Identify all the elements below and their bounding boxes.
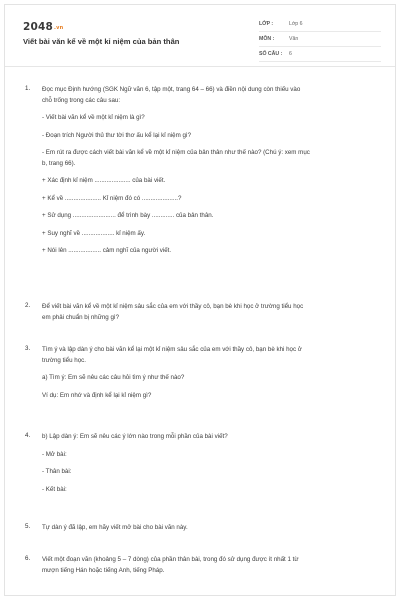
sub-line: + Sử dụng ......................... để trình bày ............. của bản thân. bbox=[42, 212, 214, 219]
worksheet bbox=[4, 4, 396, 596]
question-number: 5. bbox=[25, 523, 31, 530]
question-text: Viết một đoạn văn (khoảng 5 – 7 dòng) của phần thân bài, trong đó sử dụng được ít nhất 1 từ bbox=[42, 556, 299, 563]
question-text: trường tiểu học. bbox=[42, 356, 86, 364]
meta-value: Lớp 6 bbox=[289, 21, 303, 27]
meta-info bbox=[259, 17, 381, 62]
question-text: mượn tiếng Hán hoặc tiếng Anh, tiếng Pháp. bbox=[42, 566, 165, 574]
question-body bbox=[42, 85, 383, 257]
question-text: b) Lập dàn ý: Em sẽ nêu các ý lớn nào trong mỗi phần của bài viết? bbox=[42, 433, 228, 440]
meta-value: 6 bbox=[289, 51, 292, 57]
question-number: 3. bbox=[25, 345, 31, 352]
question-body bbox=[42, 555, 383, 576]
logo-tld: .vn bbox=[54, 25, 64, 31]
sub-line: a) Tìm ý: Em sẽ nêu các câu hỏi tìm ý như thế nào? bbox=[42, 374, 185, 381]
meta-key: SỐ CÂU : bbox=[259, 51, 283, 57]
sub-line: - Mở bài: bbox=[42, 450, 67, 458]
sub-line: - Viết bài văn kể về một kỉ niệm là gì? bbox=[42, 114, 145, 121]
sub-line: - Em rút ra được cách viết bài văn kể về một kỉ niệm của bản thân như thế nào? (Chú ý: xem mục bbox=[42, 149, 310, 156]
question-text: em phải chuẩn bị những gì? bbox=[42, 313, 120, 321]
question-text: Để viết bài văn kể về một kỉ niệm sâu sắc của em với thầy cô, bạn bè khi học ở trường tiểu học bbox=[42, 303, 304, 310]
question-number: 4. bbox=[25, 432, 31, 439]
sub-line: Ví dụ: Em nhớ và định kể lại kỉ niệm gì? bbox=[42, 391, 152, 399]
question-number: 2. bbox=[25, 302, 31, 309]
question-number: 1. bbox=[25, 85, 31, 92]
question-text: Tự dàn ý đã lập, em hãy viết mở bài cho bài văn này. bbox=[42, 524, 188, 531]
meta-key: MÔN : bbox=[259, 36, 275, 42]
sub-line: - Kết bài: bbox=[42, 485, 67, 493]
sub-line: b, trang 66). bbox=[42, 159, 76, 167]
question-text: chỗ trống trong các câu sau: bbox=[42, 96, 121, 104]
sub-line: + Xác định kỉ niệm ..................... của bài viết. bbox=[42, 177, 166, 184]
sub-line: - Thân bài: bbox=[42, 468, 72, 475]
question-text: Tìm ý và lập dàn ý cho bài văn kể lại một kỉ niệm sâu sắc của em với thầy cô, bạn bè khi học ở bbox=[42, 346, 302, 353]
question-body bbox=[42, 523, 383, 534]
page-title: Viết bài văn kể về một kỉ niệm của bản thân bbox=[23, 37, 180, 46]
site-logo[interactable] bbox=[23, 21, 63, 33]
meta-row-class bbox=[259, 17, 381, 32]
question-body bbox=[42, 345, 383, 401]
meta-value: Văn bbox=[289, 36, 299, 42]
question-body bbox=[42, 432, 383, 495]
meta-row-count bbox=[259, 47, 381, 62]
question-number: 6. bbox=[25, 555, 31, 562]
meta-key: LỚP : bbox=[259, 21, 274, 27]
sub-line: + Suy nghĩ về ................... kỉ niệm ấy. bbox=[42, 229, 146, 237]
header bbox=[5, 5, 395, 67]
sub-line: + Nói lên ................... cảm nghĩ của người viết. bbox=[42, 247, 172, 254]
question-body bbox=[42, 302, 383, 323]
question-text: Đọc mục Định hướng (SGK Ngữ văn 6, tập một, trang 64 – 66) và điền nội dung còn thiếu vào bbox=[42, 86, 301, 93]
sub-line: - Đoạn trích Người thủ thư tời thơ ấu kể lại kỉ niệm gì? bbox=[42, 131, 192, 139]
sub-line: + Kể về ..................... Kỉ niệm đó có .....................? bbox=[42, 194, 182, 202]
logo-text: 2048 bbox=[23, 21, 54, 33]
meta-row-subject bbox=[259, 32, 381, 47]
